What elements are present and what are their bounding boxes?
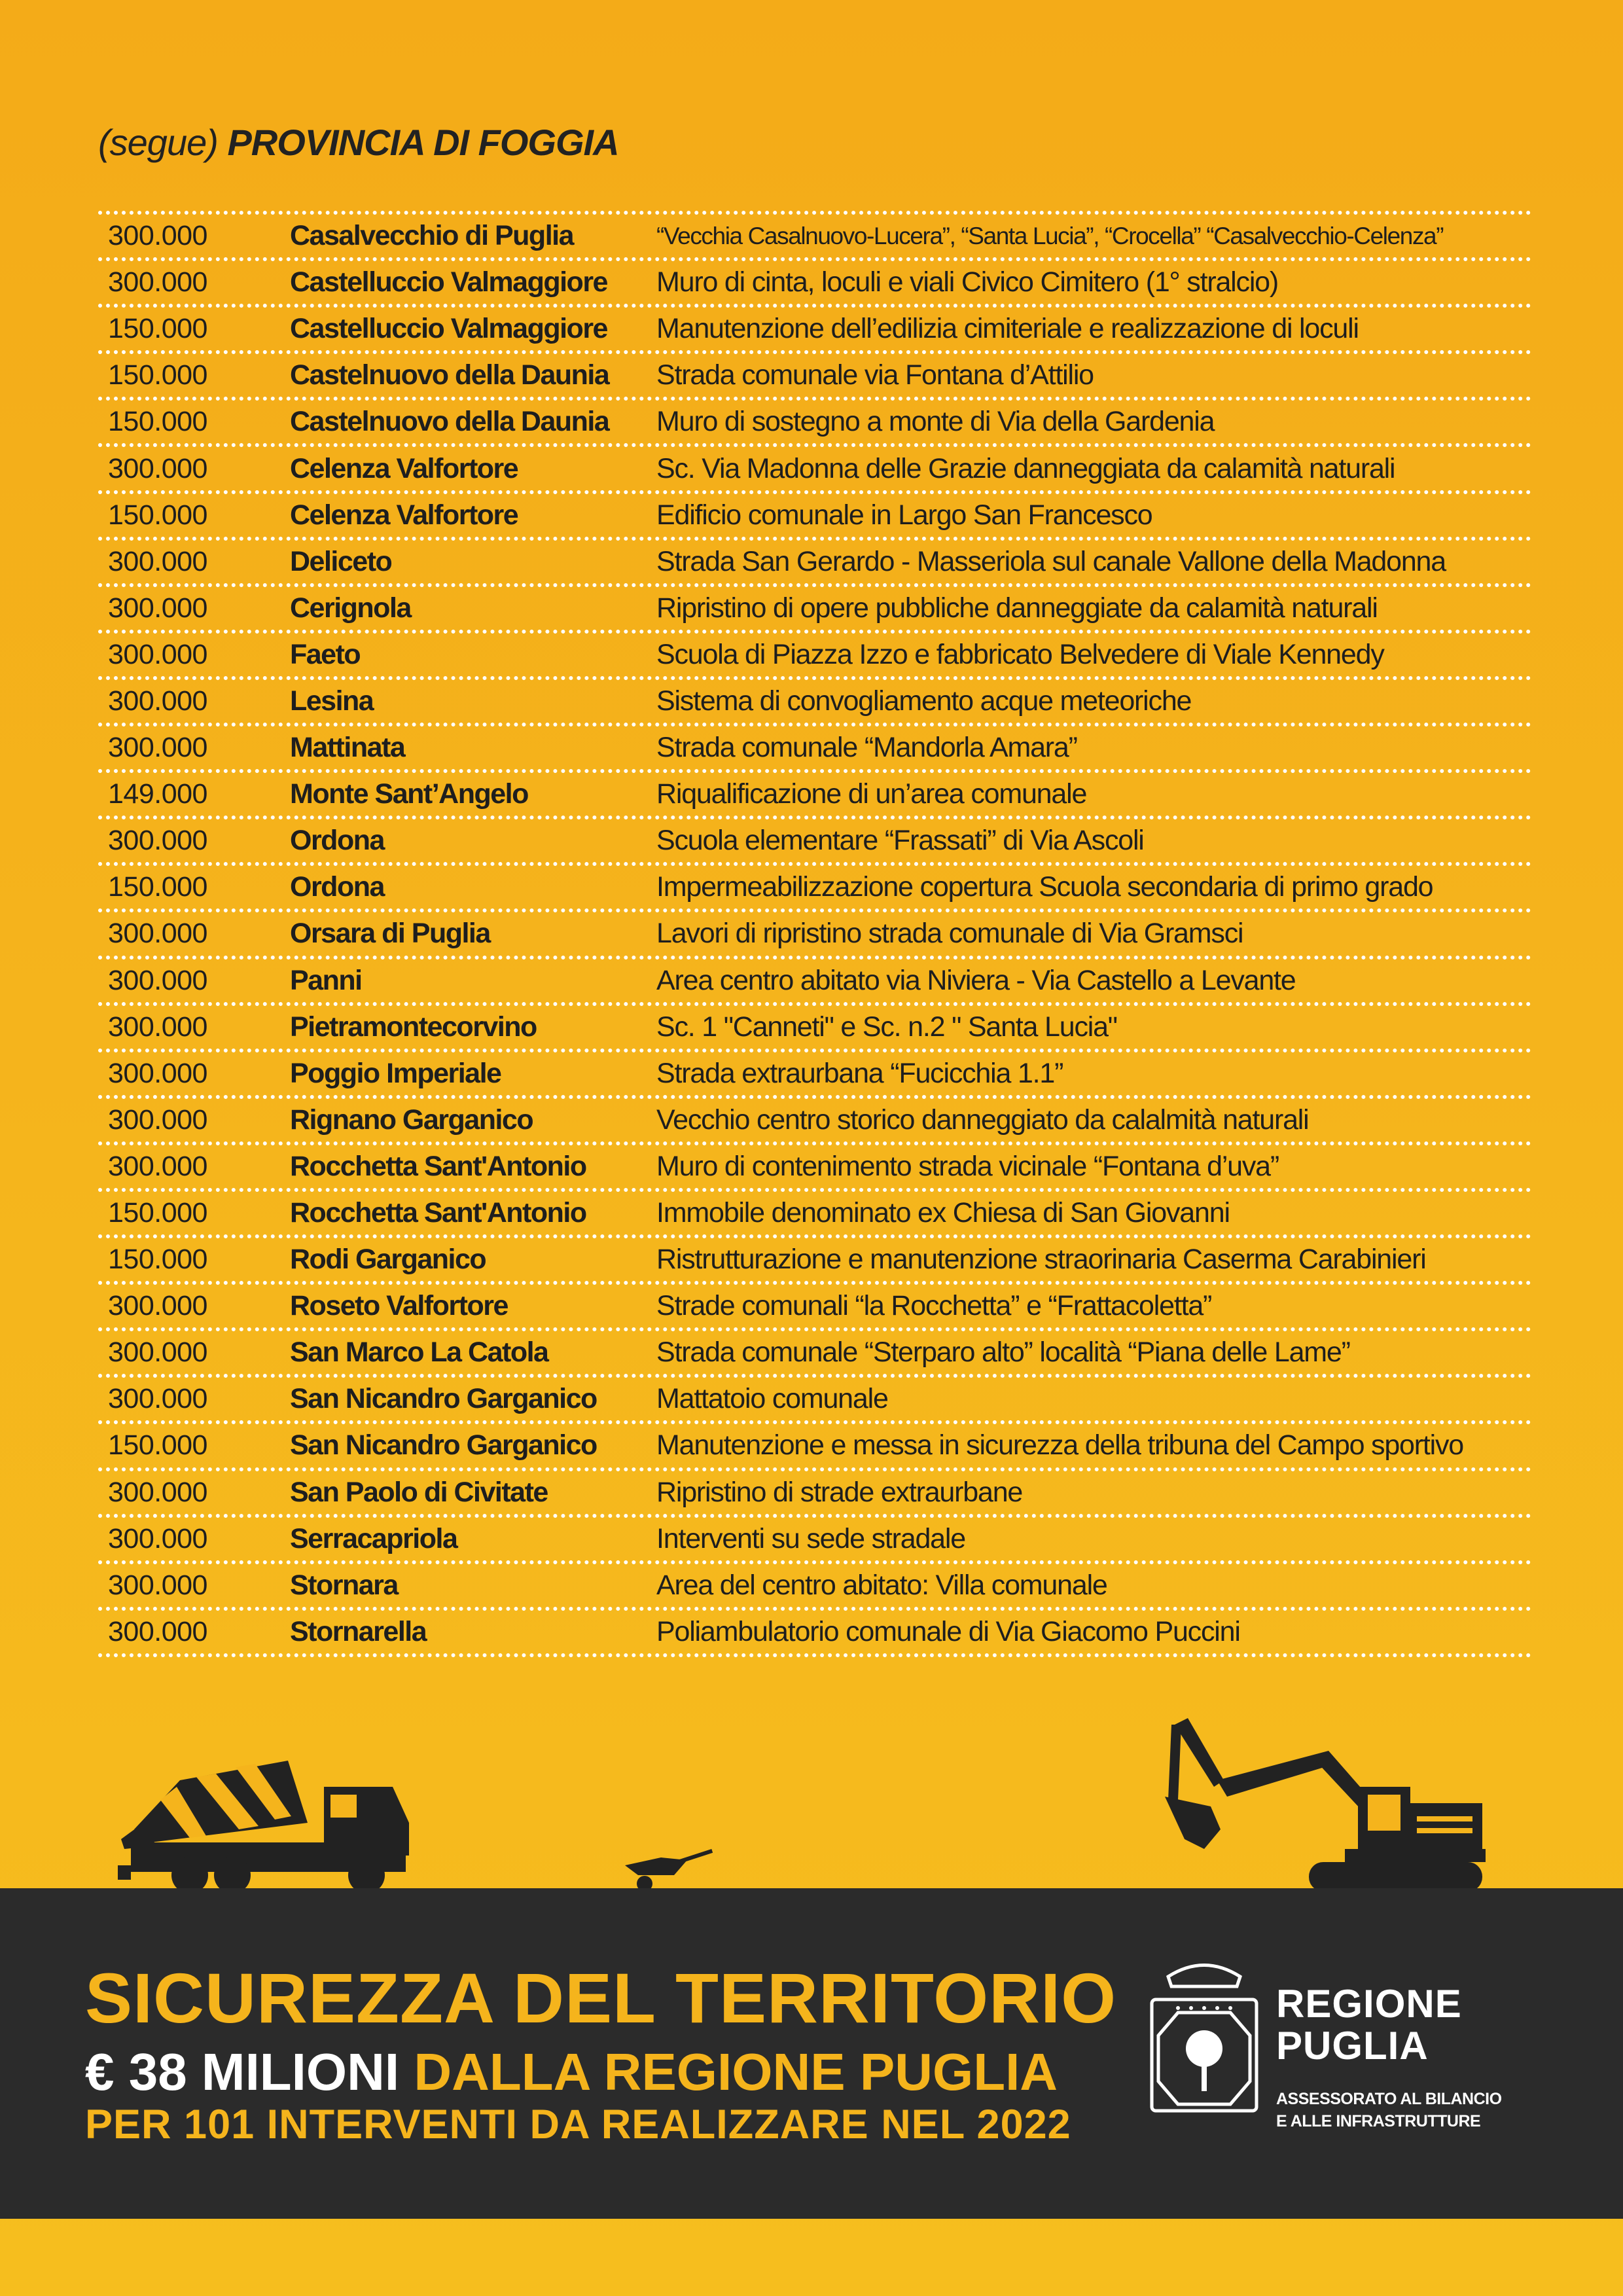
row-municipality: Orsara di Puglia	[290, 918, 490, 950]
table-row	[98, 1518, 1531, 1564]
row-description: Muro di sostegno a monte di Via della Gardenia	[656, 406, 1215, 438]
row-municipality: Castelnuovo della Daunia	[290, 359, 609, 391]
row-description: Interventi su sede stradale	[656, 1522, 965, 1554]
row-description: “Vecchia Casalnuovo-Lucera”, “Santa Lucia”, “Crocella” “Casalvecchio-Celenza”	[656, 222, 1444, 249]
table-row	[98, 912, 1531, 959]
row-amount: 300.000	[108, 685, 207, 717]
row-municipality: Stornara	[290, 1569, 398, 1601]
row-description: Immobile denominato ex Chiesa di San Giovanni	[656, 1197, 1230, 1229]
region-department-line2: E ALLE INFRASTRUTTURE	[1276, 2112, 1481, 2130]
row-description: Ristrutturazione e manutenzione straorinaria Caserma Carabinieri	[656, 1244, 1426, 1276]
table-row	[98, 587, 1531, 634]
row-description: Area centro abitato via Niviera - Via Castello a Levante	[656, 964, 1296, 996]
row-amount: 300.000	[108, 1150, 207, 1182]
row-amount: 300.000	[108, 1383, 207, 1415]
row-amount: 300.000	[108, 1569, 207, 1601]
row-description: Riqualificazione di un’area comunale	[656, 778, 1087, 810]
row-description: Strada comunale “Mandorla Amara”	[656, 732, 1077, 764]
table-row	[98, 1052, 1531, 1099]
row-amount: 300.000	[108, 1290, 207, 1322]
table-row	[98, 401, 1531, 447]
row-municipality: Rignano Garganico	[290, 1103, 533, 1136]
row-amount: 150.000	[108, 1244, 207, 1276]
row-description: Scuola elementare “Frassati” di Via Ascoli	[656, 825, 1144, 857]
row-municipality: Serracapriola	[290, 1522, 457, 1554]
row-municipality: Castelluccio Valmaggiore	[290, 313, 607, 345]
row-amount: 150.000	[108, 499, 207, 531]
heading-title: PROVINCIA DI FOGGIA	[227, 122, 619, 163]
row-amount: 300.000	[108, 1103, 207, 1136]
table-row	[98, 494, 1531, 541]
table-row	[98, 726, 1531, 773]
table-row	[98, 1331, 1531, 1378]
row-description: Ripristino di opere pubbliche danneggiate da calamità naturali	[656, 592, 1378, 624]
banner-title: SICUREZZA DEL TERRITORIO	[85, 1958, 1117, 2037]
heading-prefix: (segue)	[98, 122, 218, 163]
table-row	[98, 819, 1531, 866]
row-description: Poliambulatorio comunale di Via Giacomo Puccini	[656, 1615, 1240, 1647]
row-amount: 150.000	[108, 1429, 207, 1462]
interventions-table	[98, 211, 1531, 1657]
table-row	[98, 680, 1531, 726]
row-municipality: Casalvecchio di Puglia	[290, 220, 574, 252]
table-row	[98, 1192, 1531, 1238]
row-amount: 300.000	[108, 638, 207, 670]
row-municipality: San Nicandro Garganico	[290, 1429, 597, 1462]
row-municipality: Pietramontecorvino	[290, 1011, 537, 1043]
row-description: Strada comunale “Sterparo alto” località “Piana delle Lame”	[656, 1336, 1350, 1369]
row-municipality: Cerignola	[290, 592, 411, 624]
row-description: Area del centro abitato: Villa comunale	[656, 1569, 1107, 1601]
row-amount: 300.000	[108, 220, 207, 252]
region-name-line1: REGIONE	[1276, 1982, 1462, 2026]
row-municipality: Ordona	[290, 825, 384, 857]
table-row	[98, 215, 1531, 261]
row-municipality: Panni	[290, 964, 362, 996]
region-name	[1276, 1983, 1462, 2067]
region-name-line2: PUGLIA	[1276, 2024, 1429, 2068]
row-description: Ripristino di strade extraurbane	[656, 1476, 1023, 1508]
row-municipality: Poggio Imperiale	[290, 1057, 501, 1089]
row-amount: 300.000	[108, 452, 207, 484]
row-municipality: Castelnuovo della Daunia	[290, 406, 609, 438]
row-amount: 150.000	[108, 313, 207, 345]
row-amount: 300.000	[108, 1615, 207, 1647]
row-amount: 149.000	[108, 778, 207, 810]
row-municipality: Celenza Valfortore	[290, 499, 518, 531]
row-municipality: Monte Sant’Angelo	[290, 778, 528, 810]
wheelbarrow-icon	[625, 1849, 713, 1892]
row-municipality: Ordona	[290, 871, 384, 903]
row-amount: 300.000	[108, 1011, 207, 1043]
excavator-icon	[1165, 1718, 1486, 1892]
row-description: Scuola di Piazza Izzo e fabbricato Belvedere di Viale Kennedy	[656, 638, 1384, 670]
table-row	[98, 1099, 1531, 1145]
banner-tagline: PER 101 INTERVENTI DA REALIZZARE NEL 2022	[85, 2102, 1071, 2147]
row-description: Sistema di convogliamento acque meteoriche	[656, 685, 1192, 717]
banner-subtitle	[85, 2042, 1058, 2102]
row-description: Edificio comunale in Largo San Francesco	[656, 499, 1152, 531]
section-heading	[98, 121, 619, 164]
table-row	[98, 447, 1531, 493]
row-municipality: Faeto	[290, 638, 361, 670]
table-row	[98, 308, 1531, 354]
row-municipality: Deliceto	[290, 545, 392, 577]
row-municipality: Lesina	[290, 685, 374, 717]
row-municipality: Celenza Valfortore	[290, 452, 518, 484]
row-description: Vecchio centro storico danneggiato da calalmità naturali	[656, 1103, 1309, 1136]
row-description: Strada extraurbana “Fucicchia 1.1”	[656, 1057, 1063, 1089]
row-amount: 300.000	[108, 592, 207, 624]
row-description: Strada San Gerardo - Masseriola sul canale Vallone della Madonna	[656, 545, 1446, 577]
table-row	[98, 1145, 1531, 1192]
row-municipality: San Nicandro Garganico	[290, 1383, 597, 1415]
row-description: Sc. 1 "Canneti" e Sc. n.2 " Santa Lucia"	[656, 1011, 1117, 1043]
row-amount: 150.000	[108, 871, 207, 903]
table-row	[98, 634, 1531, 680]
table-row	[98, 1424, 1531, 1471]
row-amount: 300.000	[108, 732, 207, 764]
row-description: Muro di contenimento strada vicinale “Fontana d’uva”	[656, 1150, 1279, 1182]
table-row	[98, 1006, 1531, 1052]
banner-amount: € 38 MILIONI	[85, 2043, 400, 2101]
row-municipality: Rocchetta Sant'Antonio	[290, 1197, 586, 1229]
banner-source: DALLA REGIONE PUGLIA	[414, 2043, 1058, 2101]
row-description: Sc. Via Madonna delle Grazie danneggiata da calamità naturali	[656, 452, 1395, 484]
row-description: Manutenzione dell’edilizia cimiteriale e realizzazione di loculi	[656, 313, 1359, 345]
row-description: Lavori di ripristino strada comunale di Via Gramsci	[656, 918, 1243, 950]
table-row	[98, 1564, 1531, 1611]
construction-machines-illustration	[0, 1689, 1623, 1898]
row-amount: 150.000	[108, 1197, 207, 1229]
table-row	[98, 866, 1531, 912]
table-row	[98, 1285, 1531, 1331]
row-amount: 300.000	[108, 1522, 207, 1554]
region-department	[1276, 2088, 1502, 2132]
row-municipality: Rodi Garganico	[290, 1244, 486, 1276]
table-row	[98, 1611, 1531, 1657]
row-amount: 300.000	[108, 825, 207, 857]
row-municipality: San Paolo di Civitate	[290, 1476, 548, 1508]
row-description: Mattatoio comunale	[656, 1383, 888, 1415]
row-municipality: Roseto Valfortore	[290, 1290, 508, 1322]
row-municipality: Stornarella	[290, 1615, 427, 1647]
table-row	[98, 1238, 1531, 1285]
row-amount: 150.000	[108, 359, 207, 391]
row-municipality: Mattinata	[290, 732, 405, 764]
table-row	[98, 541, 1531, 587]
row-description: Impermeabilizzazione copertura Scuola secondaria di primo grado	[656, 871, 1433, 903]
table-row	[98, 261, 1531, 308]
row-amount: 150.000	[108, 406, 207, 438]
row-amount: 300.000	[108, 1336, 207, 1369]
row-amount: 300.000	[108, 1057, 207, 1089]
row-description: Muro di cinta, loculi e viali Civico Cimitero (1° stralcio)	[656, 266, 1279, 298]
row-amount: 300.000	[108, 918, 207, 950]
row-amount: 300.000	[108, 545, 207, 577]
row-description: Strade comunali “la Rocchetta” e “Frattacoletta”	[656, 1290, 1212, 1322]
regione-puglia-coat-of-arms-icon	[1145, 1950, 1263, 2121]
row-description: Strada comunale via Fontana d’Attilio	[656, 359, 1094, 391]
table-row	[98, 354, 1531, 401]
row-municipality: Castelluccio Valmaggiore	[290, 266, 607, 298]
row-amount: 300.000	[108, 1476, 207, 1508]
table-row	[98, 773, 1531, 819]
table-row	[98, 1471, 1531, 1518]
row-amount: 300.000	[108, 266, 207, 298]
row-municipality: San Marco La Catola	[290, 1336, 548, 1369]
row-amount: 300.000	[108, 964, 207, 996]
region-department-line1: ASSESSORATO AL BILANCIO	[1276, 2090, 1502, 2108]
row-municipality: Rocchetta Sant'Antonio	[290, 1150, 586, 1182]
table-row	[98, 960, 1531, 1006]
table-row	[98, 1378, 1531, 1424]
row-description: Manutenzione e messa in sicurezza della tribuna del Campo sportivo	[656, 1429, 1463, 1462]
